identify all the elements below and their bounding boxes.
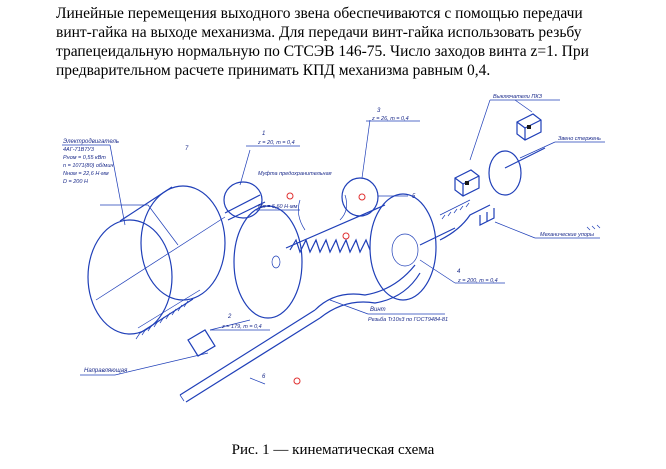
label-7: 7 [185, 146, 189, 152]
coupling-title: Муфта предохранительная [258, 171, 332, 177]
stops-label: Механические упоры [540, 232, 595, 238]
output-label: Звено стержень [558, 136, 601, 142]
label-6: 6 [262, 374, 266, 380]
screw-shaft [180, 205, 490, 402]
label-5: 5 [412, 194, 416, 200]
motor [88, 186, 225, 356]
coupling-param: Mп = 5,60 Н·мм [258, 204, 298, 210]
gear-2 [234, 206, 302, 318]
figure-caption: Рис. 1 — кинематическая схема [231, 442, 435, 458]
rail-label: Направляющая [84, 368, 128, 374]
motor-title: Электродвигатель [63, 139, 120, 145]
gear-4 [370, 194, 436, 300]
screw-params: Резьба Tr10x3 по ГОСТ9484-81 [368, 317, 449, 323]
task-paragraph: Линейные перемещения выходного звена обеспечиваются с помощью передачи винт-гайка на выходе механизма. Для передачи винт-гайка использовать резьбу трапецеидальную нормальную по СТСЭВ 146-75. Число заходов винта z=1. При предварительном расчете принимать КПД механизма равным 0,4. [56, 5, 589, 79]
gear-3 [342, 178, 378, 216]
motor-speed: n = 1071(80) об/мин [63, 163, 114, 169]
gear-1-number: 1 [262, 131, 266, 137]
limit-switch-lower [455, 170, 479, 196]
mechanical-stops [480, 208, 494, 225]
motor-power: Pном = 0,55 кВт [63, 155, 106, 161]
gear-2-number: 2 [228, 314, 232, 320]
gear-1-params: z = 20, m = 0,4 [258, 140, 295, 146]
switch-label: Выключатели ПКЗ [493, 94, 542, 100]
output-disc [489, 151, 521, 195]
limit-switch-upper [517, 114, 541, 140]
gear-2-params: z = 179, m = 0,4 [222, 324, 262, 330]
motor-torque: Nном = 22,6 Н·мм [63, 171, 109, 177]
motor-model: 4АГ-71В7У3 [63, 147, 94, 153]
gear-3-params: z = 26, m = 0,4 [372, 116, 409, 122]
screw-title: Винт [370, 307, 386, 313]
motor-d: D = 200 H [63, 179, 88, 185]
gear-3-number: 3 [377, 108, 381, 114]
gear-4-params: z = 200, m = 0,4 [458, 278, 498, 284]
gear-4-number: 4 [457, 269, 461, 275]
